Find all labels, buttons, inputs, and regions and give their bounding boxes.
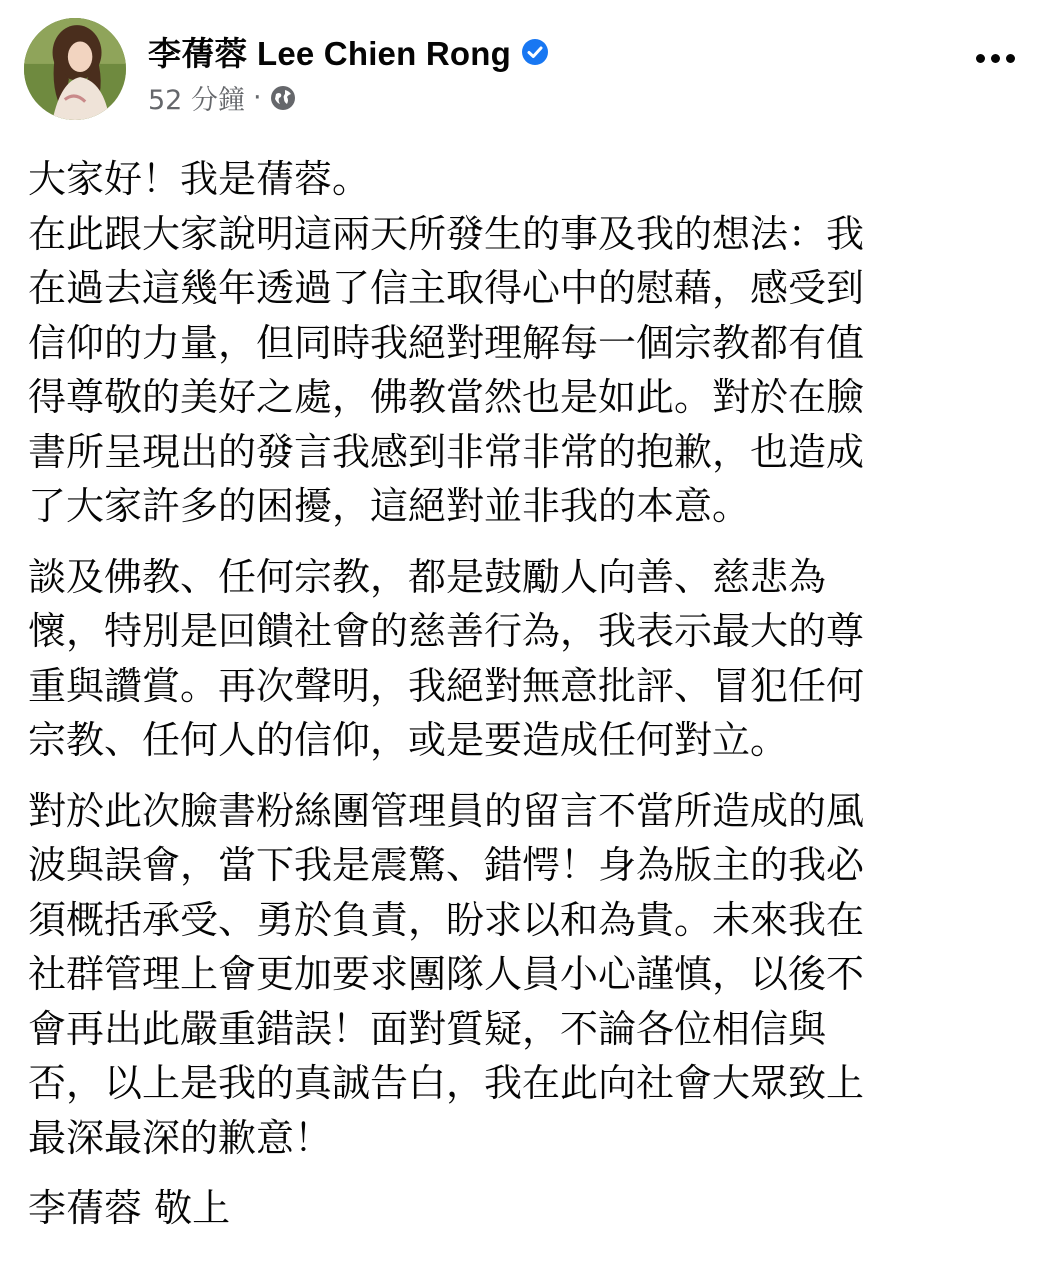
post-timestamp[interactable]: 52 分鐘 (148, 85, 245, 116)
post-body (28, 152, 1008, 1252)
post-paragraph: 大家好！我是蒨蓉。 在此跟大家說明這兩天所發生的事及我的想法：我 在過去這幾年透過了信主取得心中的慰藉，感受到 信仰的力量，但同時我絕對理解每一個宗教都有值 得尊敬的美好之處，佛教當然也是如此。對於在臉 書所呈現出的發言我感到非常非常的抱歉，也造成 了大家許多的困擾，這絕對並非我的本意。 (28, 157, 865, 528)
globe-icon[interactable] (270, 85, 296, 111)
author-name[interactable]: 李蒨蓉 Lee Chien Rong (148, 35, 511, 72)
author-name-row (148, 28, 549, 75)
post-header (24, 18, 1025, 122)
more-dot (991, 54, 1000, 63)
meta-separator: · (252, 82, 262, 113)
more-options-icon[interactable] (971, 46, 1019, 70)
post-paragraph: 談及佛教、任何宗教，都是鼓勵人向善、慈悲為 懷，特別是回饋社會的慈善行為，我表示最大的尊 重與讚賞。再次聲明，我絕對無意批評、冒犯任何 宗教、任何人的信仰，或是要造成任何對立。 (28, 554, 865, 762)
post-paragraph: 對於此次臉書粉絲團管理員的留言不當所造成的風 波與誤會，當下我是震驚、錯愕！身為版主的我必 須概括承受、勇於負責，盼求以和為貴。未來我在 社群管理上會更加要求團隊人員小心謹慎，以後不 會再出此嚴重錯誤！面對質疑，不論各位相信與 否，以上是我的真誠告白，我在此向社會大眾致上 最深最深的歉意！ (28, 788, 865, 1160)
verified-badge-icon (521, 38, 549, 66)
avatar-photo (24, 18, 126, 120)
author-avatar[interactable] (24, 18, 126, 120)
post-meta (148, 78, 296, 117)
post-signature: 李蒨蓉 敬上 (28, 1186, 231, 1230)
more-dot (976, 54, 985, 63)
more-dot (1006, 54, 1015, 63)
